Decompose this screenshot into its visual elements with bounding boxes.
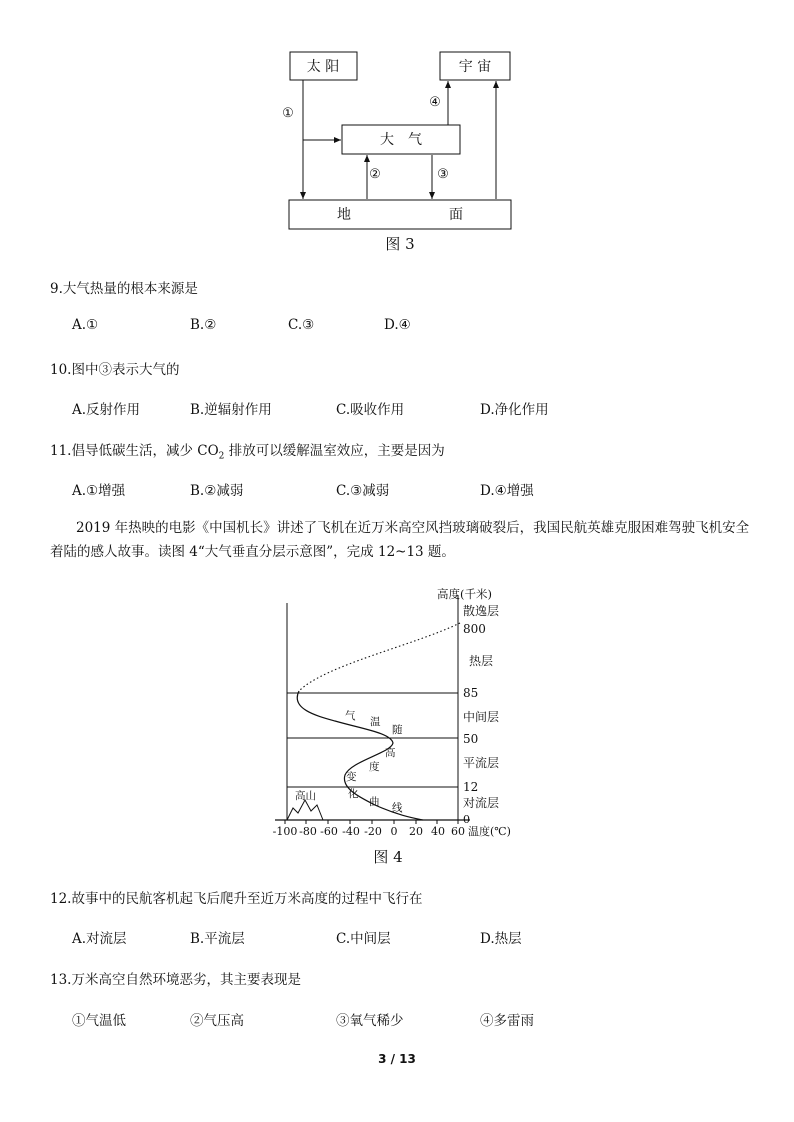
q12-option-a[interactable]: A.对流层 xyxy=(72,931,127,947)
q9-option-c[interactable]: C.③ xyxy=(288,317,315,333)
layer-thermosphere: 热层 xyxy=(469,654,494,668)
question-12-stem: 12.故事中的民航客机起飞后爬升至近万米高度的过程中飞行在 xyxy=(50,891,423,907)
marker-2: ② xyxy=(369,167,381,182)
figure-4-caption: 图 4 xyxy=(373,848,403,866)
q11-option-a[interactable]: A.①增强 xyxy=(72,483,126,499)
q13-statement-3: ③氧气稀少 xyxy=(336,1013,404,1029)
q11-stem-sub: 2 xyxy=(218,451,225,462)
x-tick-label: 60 xyxy=(451,825,465,838)
curve-label-char: 线 xyxy=(392,802,403,814)
curve-label-char: 温 xyxy=(370,716,381,728)
q12-option-b[interactable]: B.平流层 xyxy=(190,931,245,947)
passage-text: 2019 年热映的电影《中国机长》讲述了飞机在近万米高空风挡玻璃破裂后，我国民航英雄克服困难驾驶飞机安全着陆的感人故事。读图 4“大气垂直分层示意图”，完成 12~13 题。 xyxy=(50,520,750,560)
curve-label-char: 气 xyxy=(345,710,356,722)
curve-label-char: 曲 xyxy=(369,796,380,808)
q11-option-c[interactable]: C.③减弱 xyxy=(336,483,390,499)
x-tick-label: -40 xyxy=(342,825,360,838)
marker-1: ① xyxy=(282,106,294,121)
atmosphere-label: 大 气 xyxy=(380,132,422,148)
q11-option-b[interactable]: B.②减弱 xyxy=(190,483,244,499)
q9-option-d[interactable]: D.④ xyxy=(384,317,411,333)
mountain-shape xyxy=(287,800,323,820)
figure-3-caption: 图 3 xyxy=(385,235,415,253)
temperature-curve xyxy=(297,691,423,820)
q11-option-d[interactable]: D.④增强 xyxy=(480,483,534,499)
question-10-stem: 10.图中③表示大气的 xyxy=(50,362,180,378)
q12-option-d[interactable]: D.热层 xyxy=(480,931,522,947)
q9-option-a[interactable]: A.① xyxy=(72,317,99,333)
y-axis-title: 高度(千米) xyxy=(437,587,492,601)
q10-option-b[interactable]: B.逆辐射作用 xyxy=(190,402,272,418)
q13-statement-2: ②气压高 xyxy=(190,1013,244,1029)
q10-option-c[interactable]: C.吸收作用 xyxy=(336,402,405,418)
curve-label-char: 随 xyxy=(392,724,403,736)
sun-label: 太 阳 xyxy=(306,59,340,75)
x-tick-label: -60 xyxy=(320,825,338,838)
q10-option-a[interactable]: A.反射作用 xyxy=(72,402,141,418)
marker-4: ④ xyxy=(429,95,441,110)
q13-statement-1: ①气温低 xyxy=(72,1013,126,1029)
x-tick-label: -20 xyxy=(364,825,382,838)
ground-label: 地 面 xyxy=(337,207,463,223)
marker-3: ③ xyxy=(437,167,449,182)
figure-4-diagram xyxy=(265,583,545,873)
x-tick-label: -100 xyxy=(272,825,298,838)
curve-label-char: 度 xyxy=(369,761,380,773)
x-tick-label: 40 xyxy=(431,825,445,838)
universe-label: 宇 宙 xyxy=(458,59,492,75)
height-12: 12 xyxy=(463,780,479,794)
layer-stratosphere: 平流层 xyxy=(463,756,500,770)
height-85: 85 xyxy=(463,686,479,700)
x-tick-label: 0 xyxy=(390,825,398,838)
height-800: 800 xyxy=(463,622,486,636)
question-11-stem xyxy=(50,439,445,462)
q13-statement-4: ④多雷雨 xyxy=(480,1013,534,1029)
temperature-curve-dotted xyxy=(299,623,460,691)
figure-3-diagram xyxy=(270,45,530,260)
question-13-stem: 13.万米高空自然环境恶劣，其主要表现是 xyxy=(50,972,301,988)
curve-label-char: 变 xyxy=(346,771,357,783)
layer-exosphere: 散逸层 xyxy=(463,604,500,618)
curve-label-char: 化 xyxy=(348,788,359,800)
x-tick-label: 20 xyxy=(409,825,423,838)
x-axis-title: 温度(℃) xyxy=(468,825,511,838)
q11-stem-pre: 11.倡导低碳生活，减少 CO xyxy=(50,443,219,459)
height-50: 50 xyxy=(463,732,479,746)
q10-option-d[interactable]: D.净化作用 xyxy=(480,402,549,418)
q9-option-b[interactable]: B.② xyxy=(190,317,217,333)
layer-troposphere: 对流层 xyxy=(463,796,500,810)
x-tick-label: -80 xyxy=(299,825,317,838)
question-9-stem: 9.大气热量的根本来源是 xyxy=(50,281,198,297)
mountain-label: 高山 xyxy=(295,790,316,802)
page-number: 3 / 13 xyxy=(378,1052,416,1066)
curve-label-char: 高 xyxy=(385,747,396,759)
layer-mesosphere: 中间层 xyxy=(463,710,500,724)
q11-stem-post: 排放可以缓解温室效应，主要是因为 xyxy=(224,443,445,459)
height-0: 0 xyxy=(463,813,470,826)
q12-option-c[interactable]: C.中间层 xyxy=(336,931,391,947)
